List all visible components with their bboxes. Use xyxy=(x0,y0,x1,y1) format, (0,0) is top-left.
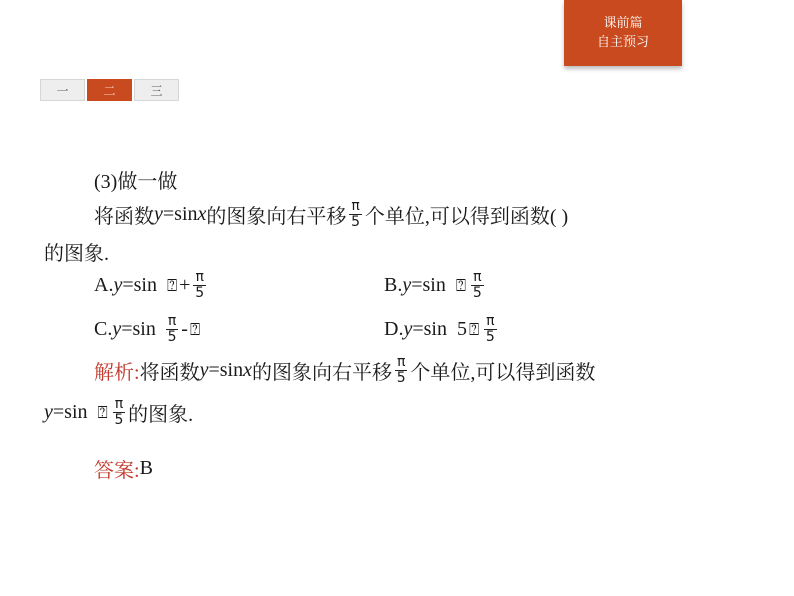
heading-text: (3)做一做 xyxy=(94,171,178,193)
question-text: 个单位,可以得到函数( ) xyxy=(364,206,569,228)
badge-line-2: 自主预习 xyxy=(596,35,649,50)
exercise-heading xyxy=(94,165,177,194)
fraction-pi-5: $\frac{\pi}{5}$ xyxy=(195,269,205,301)
option-b: B. y =sin ⍰ $\frac{\pi}{5}$ xyxy=(384,269,482,301)
answer-label: 答案: xyxy=(94,460,140,482)
question-line-2 xyxy=(44,237,109,266)
analysis-line-2: y =sin ⍰ $\frac{\pi}{5}$ 的图象. xyxy=(44,396,194,428)
fraction-pi-5: $\frac{\pi}{5}$ xyxy=(351,198,361,230)
missing-glyph-icon: ⍰ xyxy=(166,275,178,296)
option-a: A. y =sin ⍰ + $\frac{\pi}{5}$ xyxy=(94,269,205,301)
badge-line-1: 课前篇 xyxy=(603,16,643,31)
analysis-line-1: 解析: 将函数 y =sin x 的图象向右平移 $\frac{\pi}{5}$ 个单位,可以得到函数 xyxy=(94,354,596,386)
question-text: 的图象. xyxy=(44,243,109,265)
missing-glyph-icon: ⍰ xyxy=(189,319,201,340)
fraction-pi-5: $\frac{\pi}{5}$ xyxy=(472,269,482,301)
option-d: D. y =sin 5 ⍰ $\frac{\pi}{5}$ xyxy=(384,313,495,345)
answer-value: B xyxy=(139,457,153,479)
fraction-pi-5: $\frac{\pi}{5}$ xyxy=(167,313,177,345)
answer-line xyxy=(94,454,153,483)
missing-glyph-icon: ⍰ xyxy=(455,275,467,296)
tab-3[interactable]: 三 xyxy=(134,79,179,101)
section-tabs xyxy=(40,79,179,101)
fraction-pi-5: $\frac{\pi}{5}$ xyxy=(485,313,495,345)
tab-1[interactable]: 一 xyxy=(40,79,85,101)
analysis-label: 解析: xyxy=(94,362,140,384)
var-x: x xyxy=(197,203,207,225)
var-y: y xyxy=(154,203,163,225)
sin-text: =sin xyxy=(162,203,198,225)
missing-glyph-icon: ⍰ xyxy=(468,319,480,340)
question-text: 将函数 xyxy=(94,206,154,228)
question-text: 的图象向右平移 xyxy=(206,206,347,228)
tab-2[interactable]: 二 xyxy=(87,79,132,101)
question-line-1 xyxy=(94,199,568,230)
fraction-pi-5: $\frac{\pi}{5}$ xyxy=(114,396,124,428)
section-badge xyxy=(564,0,682,66)
missing-glyph-icon: ⍰ xyxy=(97,402,108,423)
fraction-pi-5: $\frac{\pi}{5}$ xyxy=(396,354,406,386)
option-c: C. y =sin $\frac{\pi}{5}$ - ⍰ xyxy=(94,313,201,345)
